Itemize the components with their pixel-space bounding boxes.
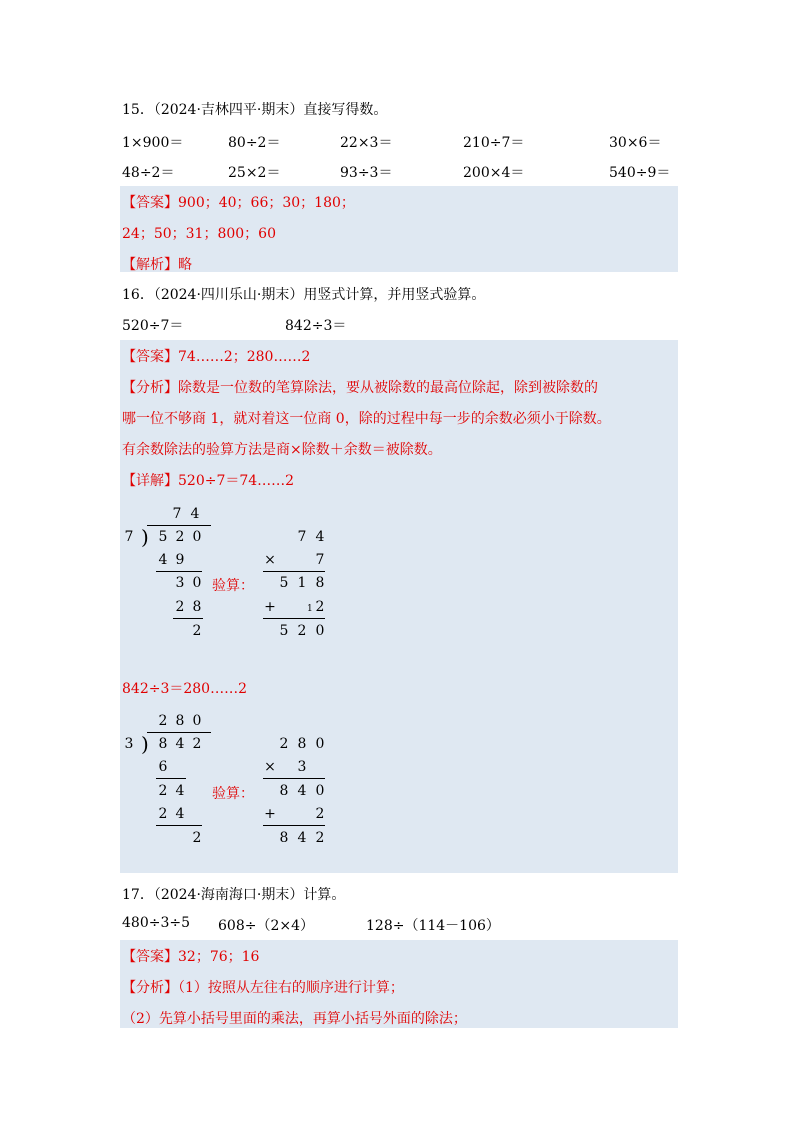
q15-item: 30×6＝ xyxy=(609,135,662,151)
divisor: 7 xyxy=(124,529,134,545)
q15-item: 25×2＝ xyxy=(228,165,281,181)
division-bar xyxy=(147,525,211,526)
check-digit: 5 xyxy=(279,575,289,591)
q17-problem: 480÷3÷5 xyxy=(122,915,190,931)
q17-analysis-line1: 【分析】（1）按照从左往右的顺序进行计算； xyxy=(122,980,404,996)
quotient-digit: 2 xyxy=(158,713,168,729)
divisor: 3 xyxy=(124,736,134,752)
step-digit: 4 xyxy=(175,783,185,799)
plus-sign: + xyxy=(264,599,276,615)
q16-analysis-line1: 【分析】除数是一位数的笔算除法，要从被除数的最高位除起，除到被除数的 xyxy=(122,380,598,396)
check-digit: 2 xyxy=(279,736,289,752)
check-digit: 0 xyxy=(315,736,325,752)
dividend-digit: 4 xyxy=(175,736,185,752)
q16-answer: 【答案】74……2；280……2 xyxy=(122,349,311,365)
check-digit: 4 xyxy=(297,783,307,799)
check-digit: 8 xyxy=(297,736,307,752)
step-line xyxy=(156,778,186,779)
check-digit: 0 xyxy=(315,623,325,639)
check-line xyxy=(263,778,325,779)
times-sign: × xyxy=(264,552,276,568)
step-digit: 9 xyxy=(175,552,185,568)
step-digit: 4 xyxy=(175,806,185,822)
remainder: 2 xyxy=(192,623,202,639)
step-digit: 2 xyxy=(158,783,168,799)
check-digit: 4 xyxy=(297,830,307,846)
check-digit: 2 xyxy=(315,806,325,822)
q16-problem: 520÷7＝ xyxy=(122,318,184,334)
q17-problem: 128÷（114－106） xyxy=(366,918,500,934)
q15-item: 80÷2＝ xyxy=(228,135,281,151)
q16-detail: 【详解】520÷7＝74……2 xyxy=(122,473,295,489)
step-digit: 4 xyxy=(158,552,168,568)
check-line xyxy=(263,571,325,572)
check-digit: 2 xyxy=(315,830,325,846)
q16-analysis-line2: 哪一位不够商 1，就对着这一位商 0，除的过程中每一步的余数必须小于除数。 xyxy=(122,411,611,427)
division-bar xyxy=(147,732,211,733)
step-digit: 2 xyxy=(158,806,168,822)
remainder: 2 xyxy=(192,830,202,846)
step-line xyxy=(173,618,203,619)
q17-analysis-line2: （2）先算小括号里面的乘法，再算小括号外面的除法； xyxy=(122,1011,467,1027)
q15-item: 48÷2＝ xyxy=(122,165,175,181)
quotient-digit: 4 xyxy=(190,506,200,522)
q15-answer-line2: 24；50；31；800；60 xyxy=(122,226,276,242)
division-bracket: ) xyxy=(141,525,149,549)
division-bracket: ) xyxy=(141,732,149,756)
step-line xyxy=(156,571,202,572)
q15-item: 93÷3＝ xyxy=(340,165,393,181)
q17-answer: 【答案】32；76；16 xyxy=(122,949,260,965)
q15-item: 22×3＝ xyxy=(340,135,393,151)
q16-analysis-line3: 有余数除法的验算方法是商×除数＋余数＝被除数。 xyxy=(122,442,442,458)
step-digit: 2 xyxy=(175,599,185,615)
check-digit: 7 xyxy=(297,529,307,545)
dividend-digit: 8 xyxy=(158,736,168,752)
q16-problem: 842÷3＝ xyxy=(285,318,347,334)
quotient-digit: 0 xyxy=(192,713,202,729)
q15-item: 200×4＝ xyxy=(463,165,525,181)
q16-equation-2: 842÷3＝280……2 xyxy=(122,681,247,697)
step-digit: 3 xyxy=(175,575,185,591)
check-label: 验算： xyxy=(212,786,254,802)
check-digit: 2 xyxy=(297,623,307,639)
check-digit: 2 xyxy=(315,599,325,615)
check-digit: 8 xyxy=(279,830,289,846)
q15-item: 1×900＝ xyxy=(122,135,184,151)
q15-analysis: 【解析】略 xyxy=(122,257,192,273)
plus-sign: + xyxy=(264,806,276,822)
q17-title: 17．（2024·海南海口·期末）计算。 xyxy=(122,887,346,903)
check-digit: 0 xyxy=(315,783,325,799)
q15-item: 540÷9＝ xyxy=(609,165,671,181)
q15-answer: 【答案】900；40；66；30；180； xyxy=(122,195,355,211)
step-digit: 6 xyxy=(158,759,168,775)
check-digit: 4 xyxy=(315,529,325,545)
times-sign: × xyxy=(264,759,276,775)
q15-title: 15．（2024·吉林四平·期末）直接写得数。 xyxy=(122,102,388,118)
dividend-digit: 0 xyxy=(192,529,202,545)
check-line xyxy=(263,618,325,619)
dividend-digit: 5 xyxy=(158,529,168,545)
step-digit: 8 xyxy=(192,599,202,615)
q15-item: 210÷7＝ xyxy=(463,135,525,151)
step-digit: 0 xyxy=(192,575,202,591)
check-label: 验算： xyxy=(212,578,254,594)
quotient-digit: 8 xyxy=(175,713,185,729)
check-digit: 5 xyxy=(279,623,289,639)
quotient-digit: 7 xyxy=(172,506,182,522)
check-digit: 8 xyxy=(315,575,325,591)
check-digit: 8 xyxy=(279,783,289,799)
carry-digit: 1 xyxy=(307,604,313,614)
dividend-digit: 2 xyxy=(192,736,202,752)
check-digit: 1 xyxy=(297,575,307,591)
step-line xyxy=(156,825,202,826)
dividend-digit: 2 xyxy=(175,529,185,545)
check-line xyxy=(263,825,325,826)
q16-title: 16．（2024·四川乐山·期末）用竖式计算，并用竖式验算。 xyxy=(122,287,486,303)
check-digit: 7 xyxy=(315,552,325,568)
check-digit: 3 xyxy=(297,759,307,775)
q17-problem: 608÷（2×4） xyxy=(218,918,314,934)
